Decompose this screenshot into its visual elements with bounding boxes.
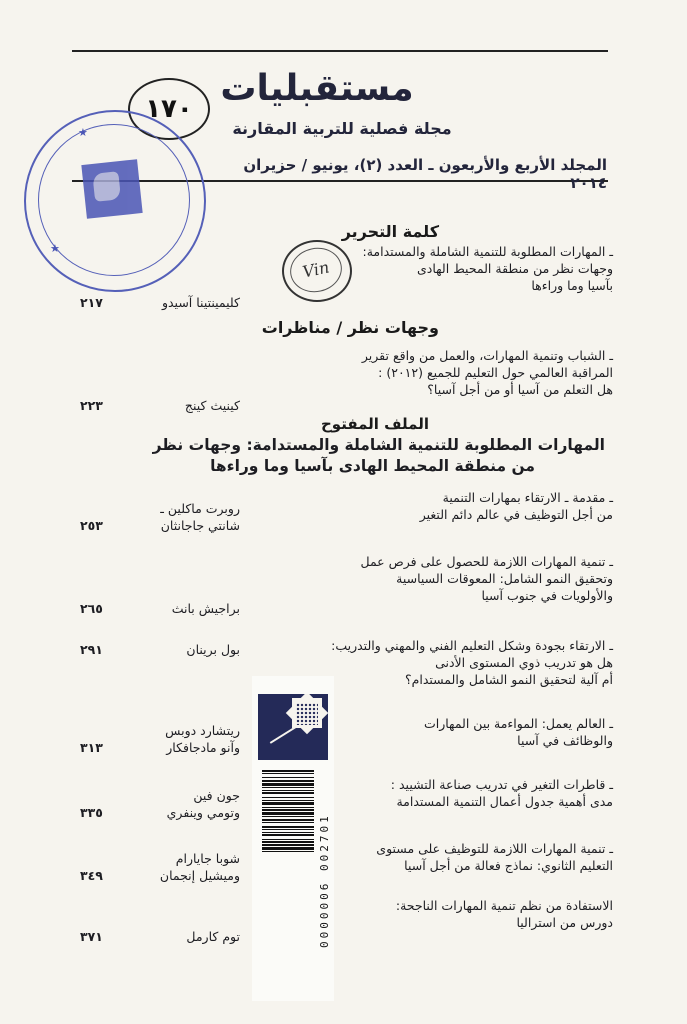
toc-author-editorial: كليمينتينا آسيدو ٢١٧	[80, 295, 240, 310]
toc-author-dossier-6: شوبا جايارام وميشيل إنجمان ٣٤٩	[80, 851, 240, 883]
toc-entry-editorial: ـ المهارات المطلوبة للتنمية الشاملة والمستدامة: وجهات نظر من منطقة المحيط الهادى بآسيا وما وراءها	[362, 244, 613, 293]
page-number: ٢٢٣	[80, 398, 103, 413]
barcode-bar	[262, 852, 314, 854]
toc-entry-viewpoints: ـ الشباب وتنمية المهارات، والعمل من واقع تقرير المراقبة العالمي حول التعليم للجميع (٢٠١٢) : هل التعلم من آسيا أو من أجل آسيا؟	[361, 348, 613, 397]
page-number: ٢٦٥	[80, 601, 103, 616]
toc-author-dossier-5: جون فين وتومي وينفري ٣٣٥	[80, 788, 240, 820]
editorial-heading: كلمة التحرير	[341, 222, 439, 241]
dossier-label: الملف المفتوح	[320, 415, 429, 433]
stamp-emblem	[81, 159, 142, 219]
page-number: ٢٩١	[80, 642, 103, 657]
toc-entry-dossier-7: الاستفادة من نظم تنمية المهارات الناجحة: دورس من استراليا	[395, 898, 613, 930]
page-number: ٣١٣	[80, 740, 103, 755]
toc-entry-dossier-1: ـ مقدمة ـ الارتقاء بمهارات التنمية من أجل التوظيف في عالم دائم التغير	[419, 490, 613, 522]
toc-author-dossier-3: بول برينان ٢٩١	[80, 642, 240, 657]
toc-entry-dossier-6: ـ تنمية المهارات اللازمة للتوظيف على مستوى التعليم الثانوي: نماذج فعالة من أجل آسيا	[376, 841, 613, 873]
toc-author-viewpoints: كينيث كينج ٢٢٣	[80, 398, 240, 413]
page-number: ٢٥٣	[80, 518, 103, 533]
toc-author-dossier-4: ريتشارد دوبس وآنو مادجافكار ٣١٣	[80, 723, 240, 755]
toc-author-dossier-2: براجيش بانث ٢٦٥	[80, 601, 240, 616]
publisher-logo-icon	[258, 694, 328, 760]
barcode-bars	[262, 770, 314, 992]
toc-entry-dossier-5: ـ قاطرات التغير في تدريب صناعة التشييد : مدى أهمية جدول أعمال التنمية المستدامة	[390, 777, 613, 809]
dossier-title: المهارات المطلوبة للتنمية الشاملة والمستدامة: وجهات نظر من منطقة المحيط الهادى بآسيا وما وراءها	[152, 436, 605, 475]
toc-entry-dossier-3: ـ الارتقاء بجودة وشكل التعليم الفني والمهني والتدريب: هل هو تدريب ذوي المستوى الأدنى أم آلية لتحقيق النمو الشامل والمستدام؟	[331, 638, 613, 687]
journal-subtitle: مجلة فصلية للتربية المقارنة	[232, 119, 452, 138]
page-number: ٣٤٩	[80, 868, 103, 883]
library-stamp: ★ ★	[24, 110, 206, 292]
vin-stamp-mark: Vin	[286, 243, 346, 297]
page-number: ٣٣٥	[80, 805, 103, 820]
volume-issue-line: المجلد الأربع والأربعون ـ العدد (٢)، يونيو / حزيران ٢٠١٤	[243, 156, 607, 192]
header-top-rule	[72, 50, 608, 52]
issue-number-badge: ١٧٠	[128, 78, 210, 140]
toc-entry-dossier-4: ـ العالم يعمل: المواءمة بين المهارات والوظائف في آسيا	[423, 716, 613, 748]
toc-author-dossier-7: توم كارمل ٣٧١	[80, 929, 240, 944]
toc-entry-dossier-2: ـ تنمية المهارات اللازمة للحصول على فرص عمل وتحقيق النمو الشامل: المعوقات السياسية والأولويات في جنوب آسيا	[360, 554, 613, 603]
journal-title: مستقبليات	[220, 68, 414, 109]
toc-author-dossier-1: روبرت ماكلين ـ شانتي جاجانثان ٢٥٣	[80, 501, 240, 533]
barcode-digits: 0000006 002701	[318, 813, 331, 949]
page-number: ٢١٧	[80, 295, 103, 310]
page-number: ٣٧١	[80, 929, 103, 944]
viewpoints-heading: وجهات نظر / مناظرات	[261, 318, 439, 337]
